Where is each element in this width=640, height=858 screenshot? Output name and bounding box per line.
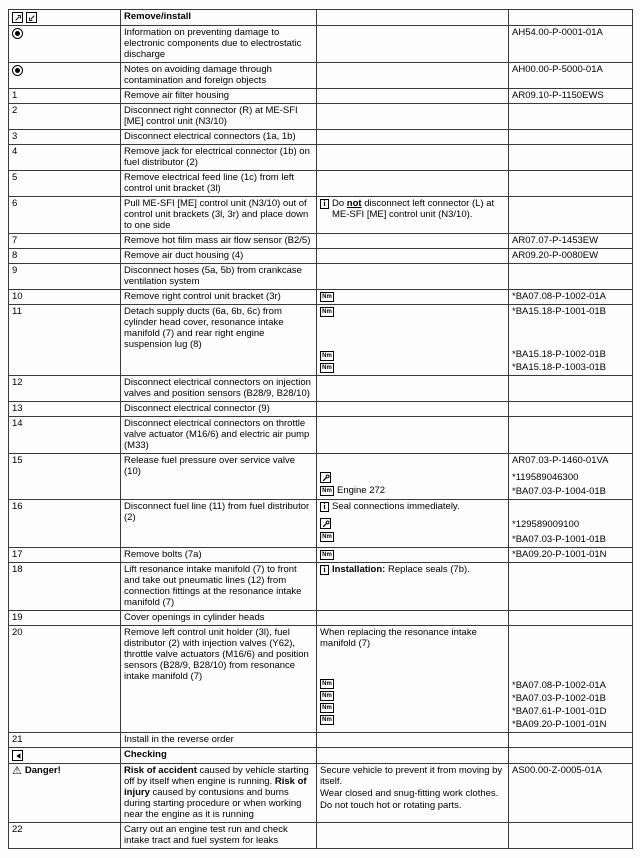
text-line: 18 [12,564,23,575]
note-cell [317,63,509,89]
procedure-row [9,376,633,402]
text-segment: Risk of accident [124,765,197,776]
text-line: 14 [12,418,23,429]
instruction-cell [121,548,317,563]
info-icon: i [320,502,329,512]
note-cell [317,611,509,626]
text-line: Do not touch hot or rotating parts. [320,800,462,811]
note-cell [317,454,509,500]
instruction-cell [121,305,317,376]
text-line: Disconnect electrical connector (9) [124,403,270,414]
text-line: Detach supply ducts (6a, 6b, 6c) from cylinder head cover, resonance intake manifold (7) and rear right engine suspension lug (8) [124,306,284,350]
nm-torque-icon: Nm [320,351,334,361]
text-line: Remove air duct housing (4) [124,250,244,261]
nm-torque-icon: Nm [320,292,334,302]
reference-cell [509,548,633,563]
step-cell [9,63,121,89]
instruction-cell [121,104,317,130]
step-cell [9,305,121,376]
text-line: *129589009100 [512,519,580,530]
procedure-row [9,26,633,63]
text-line: Disconnect electrical connectors (1a, 1b) [124,131,296,142]
text-line: 4 [12,146,18,157]
procedure-row [9,197,633,234]
instruction-cell [121,563,317,611]
text-line: Pull ME-SFI [ME] control unit (N3/10) out of control unit brackets (3l, 3r) and place down to one side [124,198,309,231]
text-line: AH00.00-P-5000-01A [512,64,603,75]
text-line: Disconnect electrical connectors on injection valves and position sensors (B28/9, B28/10) [124,377,311,399]
special-tool-icon [320,472,331,483]
text-line: Secure vehicle to prevent it from moving by itself. [320,765,503,787]
note-cell [317,264,509,290]
text-segment: Do [332,198,347,209]
text-line: *BA07.08-P-1002-01A [512,291,607,302]
step-cell [9,290,121,305]
step-cell [9,249,121,264]
note-cell [317,171,509,197]
text-line: 2 [12,105,18,116]
reference-cell [509,733,633,748]
text-line: Disconnect electrical connectors on throttle valve actuator (M16/6) and electric air pump (M33) [124,418,310,451]
reference-cell [509,104,633,130]
reference-cell [509,823,633,849]
procedure-row [9,764,633,823]
reference-cell [509,626,633,733]
text-line: 22 [12,824,23,835]
procedure-row [9,454,633,500]
text-line: Danger! [24,765,61,776]
text-line: Cover openings in cylinder heads [124,612,265,623]
procedure-row [9,733,633,748]
note-cell [317,548,509,563]
reference-cell [509,234,633,249]
instruction-cell [121,63,317,89]
nm-torque-icon: Nm [320,532,334,542]
esd-note-icon [12,28,23,39]
nm-torque-icon: Nm [320,307,334,317]
text-line: *119589046300 [512,472,579,483]
check-icon [12,750,23,761]
text-line: 15 [12,455,23,466]
step-cell [9,376,121,402]
note-cell [317,417,509,454]
reference-cell [509,454,633,500]
nm-torque-icon: Nm [320,363,334,373]
nm-torque-icon: Nm [320,715,334,725]
step-cell [9,402,121,417]
reference-cell [509,171,633,197]
procedure-row [9,305,633,376]
text-line: Checking [124,749,167,760]
instruction-cell [121,290,317,305]
step-cell [9,145,121,171]
text-line: When replacing the resonance intake manifold (7) [320,627,477,649]
instruction-cell [121,26,317,63]
reference-cell [509,26,633,63]
text-line: 16 [12,501,23,512]
text-line: Disconnect right connector (R) at ME-SFI [ME] control unit (N3/10) [124,105,298,127]
step-cell [9,611,121,626]
step-cell [9,89,121,104]
procedure-row [9,130,633,145]
text-line: Release fuel pressure over service valve (10) [124,455,296,477]
text-segment: caused by vehicle starting off by itself when engine is running. [124,765,309,787]
instruction-cell [121,417,317,454]
text-line: 20 [12,627,23,638]
reference-cell [509,290,633,305]
reference-cell [509,145,633,171]
text-line: *BA07.08-P-1002-01A [512,680,607,691]
text-line: 8 [12,250,18,261]
text-line: *BA15.18-P-1002-01B [512,349,607,360]
procedure-row [9,402,633,417]
step-cell [9,417,121,454]
text-line: 10 [12,291,23,302]
text-line: *BA07.61-P-1001-01D [512,706,607,717]
reference-cell [509,130,633,145]
note-cell [317,305,509,376]
step-cell [9,764,121,823]
instruction-cell [121,402,317,417]
instruction-cell [121,626,317,733]
remove-icon [12,12,23,23]
note-cell [317,26,509,63]
instruction-cell [121,823,317,849]
special-tool-icon [320,518,331,529]
text-segment: Replace seals (7b). [387,564,470,575]
contamination-note-icon [12,65,23,76]
text-line: *BA07.03-P-1004-01B [512,486,607,497]
text-line: AR09.20-P-0080EW [512,250,599,261]
text-line: *BA07.03-P-1002-01B [512,693,607,704]
text-segment: Installation: [332,564,388,575]
text-line: Remove jack for electrical connector (1b) on fuel distributor (2) [124,146,310,168]
instruction-cell [121,145,317,171]
reference-cell [509,402,633,417]
text-line: Remove air filter housing [124,90,230,101]
text-line: Remove hot film mass air flow sensor (B2/5) [124,235,311,246]
text-line: Seal connections immediately. [332,501,460,512]
procedure-row [9,500,633,548]
text-line [332,564,505,575]
instruction-cell [121,264,317,290]
text-line: Remove right control unit bracket (3r) [124,291,281,302]
procedure-row [9,548,633,563]
text-line: Remove left control unit holder (3l), fuel distributor (2) with injection valves (Y62), throttle valve actuators (M16/6) and position sensors (B28/9, B28/10) from resonance intake manifold (7) [124,627,309,682]
procedure-row [9,563,633,611]
reference-cell [509,197,633,234]
nm-torque-icon: Nm [320,679,334,689]
text-line: *BA09.20-P-1001-01N [512,549,607,560]
note-cell [317,145,509,171]
procedure-row [9,10,633,26]
nm-torque-icon: Nm [320,691,334,701]
text-line: 9 [12,265,18,276]
note-cell [317,733,509,748]
procedure-row [9,171,633,197]
note-cell [317,563,509,611]
note-cell [317,197,509,234]
instruction-cell [121,197,317,234]
note-cell [317,376,509,402]
note-cell [317,290,509,305]
step-cell [9,733,121,748]
step-cell [9,454,121,500]
procedure-row [9,249,633,264]
step-cell [9,823,121,849]
procedure-table-body [9,10,633,849]
note-cell [317,130,509,145]
text-segment: disconnect left connector (L) at ME-SFI [ME] control unit (N3/10). [332,198,495,220]
instruction-cell [121,249,317,264]
text-line: Information on preventing damage to electronic components due to electrostatic discharge [124,27,302,60]
note-cell [317,402,509,417]
text-line: Disconnect hoses (5a, 5b) from crankcase ventilation system [124,265,302,287]
step-cell [9,130,121,145]
step-cell [9,10,121,26]
text-line: 19 [12,612,23,623]
text-line: 12 [12,377,23,388]
reference-cell [509,611,633,626]
reference-cell [509,376,633,402]
procedure-row [9,748,633,764]
instruction-cell [121,500,317,548]
step-cell [9,548,121,563]
instruction-cell [121,748,317,764]
reference-cell [509,417,633,454]
instruction-cell [121,764,317,823]
text-line: 7 [12,235,18,246]
step-cell [9,500,121,548]
text-line: Install in the reverse order [124,734,234,745]
note-cell [317,249,509,264]
note-cell [317,10,509,26]
note-cell [317,823,509,849]
info-icon: i [320,199,329,209]
reference-cell [509,10,633,26]
text-line: AR07.07-P-1453EW [512,235,599,246]
text-line: Engine 272 [337,485,386,496]
procedure-row [9,290,633,305]
procedure-row [9,145,633,171]
reference-cell [509,89,633,104]
note-cell [317,89,509,104]
procedure-table [8,9,633,849]
text-line [124,765,313,820]
reference-cell [509,249,633,264]
procedure-row [9,823,633,849]
note-cell [317,500,509,548]
step-cell [9,234,121,249]
step-cell [9,626,121,733]
text-line: 5 [12,172,18,183]
text-line: Disconnect fuel line (11) from fuel distributor (2) [124,501,310,523]
note-cell [317,748,509,764]
step-cell [9,748,121,764]
text-line: AH54.00-P-0001-01A [512,27,603,38]
text-segment: caused by contusions and burns during starting procedure or when working near the engine as it is running [124,787,302,820]
text-segment: not [346,198,362,209]
nm-torque-icon: Nm [320,486,334,496]
instruction-cell [121,611,317,626]
text-line: Carry out an engine test run and check intake tract and fuel system for leaks [124,824,288,846]
text-segment: Risk of injury [124,776,307,798]
reference-cell [509,563,633,611]
note-cell [317,764,509,823]
instruction-cell [121,89,317,104]
text-line: 6 [12,198,18,209]
note-cell [317,626,509,733]
text-line: Notes on avoiding damage through contamination and foreign objects [124,64,272,86]
procedure-row [9,264,633,290]
text-line: Remove/install [124,11,192,22]
reference-cell [509,264,633,290]
text-line: *BA09.20-P-1001-01N [512,719,607,730]
text-line: 1 [12,90,18,101]
warning-icon: ⚠ [12,764,22,777]
reference-cell [509,748,633,764]
text-line: *BA15.18-P-1003-01B [512,362,607,373]
reference-cell [509,764,633,823]
text-line: *BA07.03-P-1001-01B [512,534,607,545]
step-cell [9,171,121,197]
instruction-cell [121,234,317,249]
instruction-cell [121,454,317,500]
nm-torque-icon: Nm [320,550,334,560]
procedure-row [9,104,633,130]
reference-cell [509,305,633,376]
instruction-cell [121,130,317,145]
instruction-cell [121,10,317,26]
step-cell [9,197,121,234]
text-line: AR07.03-P-1460-01VA [512,455,609,466]
instruction-cell [121,171,317,197]
text-line [332,198,505,220]
text-line: Remove bolts (7a) [124,549,202,560]
procedure-row [9,89,633,104]
text-line: AR09.10-P-1150EWS [512,90,604,101]
text-line: 17 [12,549,23,560]
procedure-row [9,626,633,733]
text-line: *BA15.18-P-1001-01B [512,306,607,317]
step-cell [9,104,121,130]
procedure-row [9,63,633,89]
procedure-row [9,417,633,454]
nm-torque-icon: Nm [320,703,334,713]
info-icon: i [320,565,329,575]
install-icon [26,12,37,23]
note-cell [317,234,509,249]
text-line: 11 [12,306,22,317]
instruction-cell [121,376,317,402]
step-cell [9,563,121,611]
text-line: Wear closed and snug-fitting work clothes. [320,788,499,799]
text-line: 3 [12,131,18,142]
text-line: Lift resonance intake manifold (7) to front and take out pneumatic lines (12) from connection fittings at the resonance intake manifold (7) [124,564,302,608]
reference-cell [509,63,633,89]
text-line: 21 [12,734,23,745]
step-cell [9,26,121,63]
text-line: Remove electrical feed line (1c) from left control unit bracket (3l) [124,172,295,194]
procedure-row [9,234,633,249]
text-line: AS00.00-Z-0005-01A [512,765,602,776]
text-line: 13 [12,403,23,414]
instruction-cell [121,733,317,748]
reference-cell [509,500,633,548]
note-cell [317,104,509,130]
procedure-row [9,611,633,626]
step-cell [9,264,121,290]
